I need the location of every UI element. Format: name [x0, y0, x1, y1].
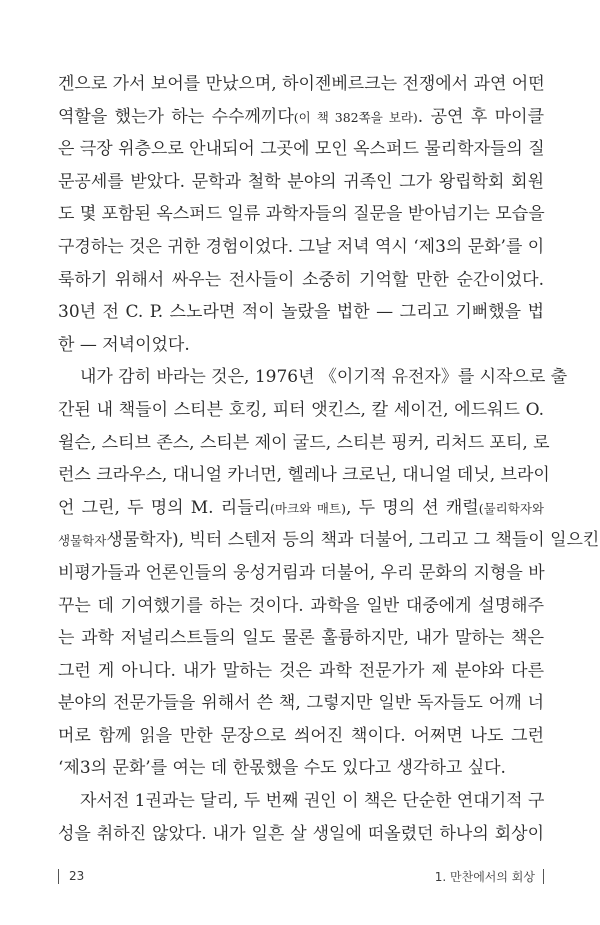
- text-line: 간된 내 책들이 스티븐 호킹, 피터 앳킨스, 칼 세이건, 에드워드 O.: [58, 399, 544, 420]
- text-line: 룩하기 위해서 싸우는 전사들이 소중히 기억할 만한 순간이었다.: [58, 269, 544, 290]
- text-line: 30년 전 C. P. 스노라면 적이 놀랐을 법한 — 그리고 기뻐했을 법: [58, 302, 544, 323]
- page-number: 23: [69, 869, 85, 883]
- footer-right: [435, 866, 544, 886]
- text-span-small: (물리학자와: [478, 500, 544, 516]
- text-line: 한 — 저녁이었다.: [58, 334, 190, 355]
- text-line: 분야의 전문가들을 위해서 쓴 책, 그렇지만 일반 독자들도 어깨 너: [58, 693, 544, 714]
- text-line: 꾸는 데 기여했기를 하는 것이다. 과학을 일반 대중에게 설명해주: [58, 595, 544, 616]
- text-line: [58, 492, 544, 525]
- text-line: 비평가들과 언론인들의 웅성거림과 더불어, 우리 문화의 지형을 바: [58, 562, 545, 583]
- text-line: 는 과학 저널리스트들의 일도 물론 훌륭하지만, 내가 말하는 책은: [58, 628, 544, 649]
- divider-bar: [58, 869, 59, 884]
- text-span: 언 그린, 두 명의 M. 리들리: [58, 497, 271, 518]
- text-span: 역할을 했는가 하는 수수께끼다: [58, 106, 294, 127]
- text-line: ‘제3의 문화’를 여는 데 한몫했을 수도 있다고 생각하고 싶다.: [58, 758, 506, 779]
- text-span: . 공연 후 마이클: [417, 106, 544, 127]
- text-line: 구경하는 것은 귀한 경험이었다. 그날 저녁 역시 ‘제3의 문화’를 이: [58, 236, 545, 257]
- text-span-small: 생물학자: [58, 533, 107, 549]
- text-span-small: (이 책 382쪽을 보라): [293, 109, 418, 125]
- text-line: 성을 취하진 않았다. 내가 일흔 살 생일에 떠올렸던 하나의 회상이: [58, 823, 544, 844]
- divider-bar: [543, 869, 544, 884]
- text-line: 런스 크라우스, 대니얼 카너먼, 헬레나 크로닌, 대니얼 데닛, 브라이: [58, 465, 550, 486]
- text-line: [58, 524, 600, 557]
- text-line: 은 극장 위층으로 안내되어 그곳에 모인 옥스퍼드 물리학자들의 질: [58, 139, 545, 160]
- footer-left: [58, 866, 84, 886]
- text-span-small: (마크와 매트): [270, 500, 346, 516]
- text-line: 그런 게 아니다. 내가 말하는 것은 과학 전문가가 제 분야와 다른: [58, 660, 544, 681]
- text-line: [58, 101, 544, 134]
- text-line: 자서전 1권과는 달리, 두 번째 권인 이 책은 단순한 연대기적 구: [80, 791, 545, 812]
- text-line: 문공세를 받았다. 문학과 철학 분야의 귀족인 그가 왕립학회 회원: [58, 171, 544, 192]
- chapter-title: 1. 만찬에서의 회상: [434, 869, 535, 884]
- text-line: 윌슨, 스티브 존스, 스티븐 제이 굴드, 스티븐 핑커, 리처드 포티, 로: [58, 432, 550, 453]
- body-text: [58, 68, 600, 850]
- text-span: , 두 명의 션 캐럴: [345, 497, 479, 518]
- text-line: 도 몇 포함된 옥스퍼드 일류 과학자들의 질문을 받아넘기는 모습을: [58, 204, 545, 225]
- text-line: 머로 함께 읽을 만한 문장으로 씌어진 책이다. 어쩌면 나도 그런: [58, 725, 544, 746]
- page-footer: [58, 866, 544, 886]
- text-line: 겐으로 가서 보어를 만났으며, 하이젠베르크는 전쟁에서 과연 어떤: [58, 74, 545, 94]
- text-span: 생물학자), 빅터 스텐저 등의 책과 더불어, 그리고 그 책들이 일으킨: [106, 530, 600, 551]
- text-line: 내가 감히 바라는 것은, 1976년 《이기적 유전자》를 시작으로 출: [80, 367, 568, 388]
